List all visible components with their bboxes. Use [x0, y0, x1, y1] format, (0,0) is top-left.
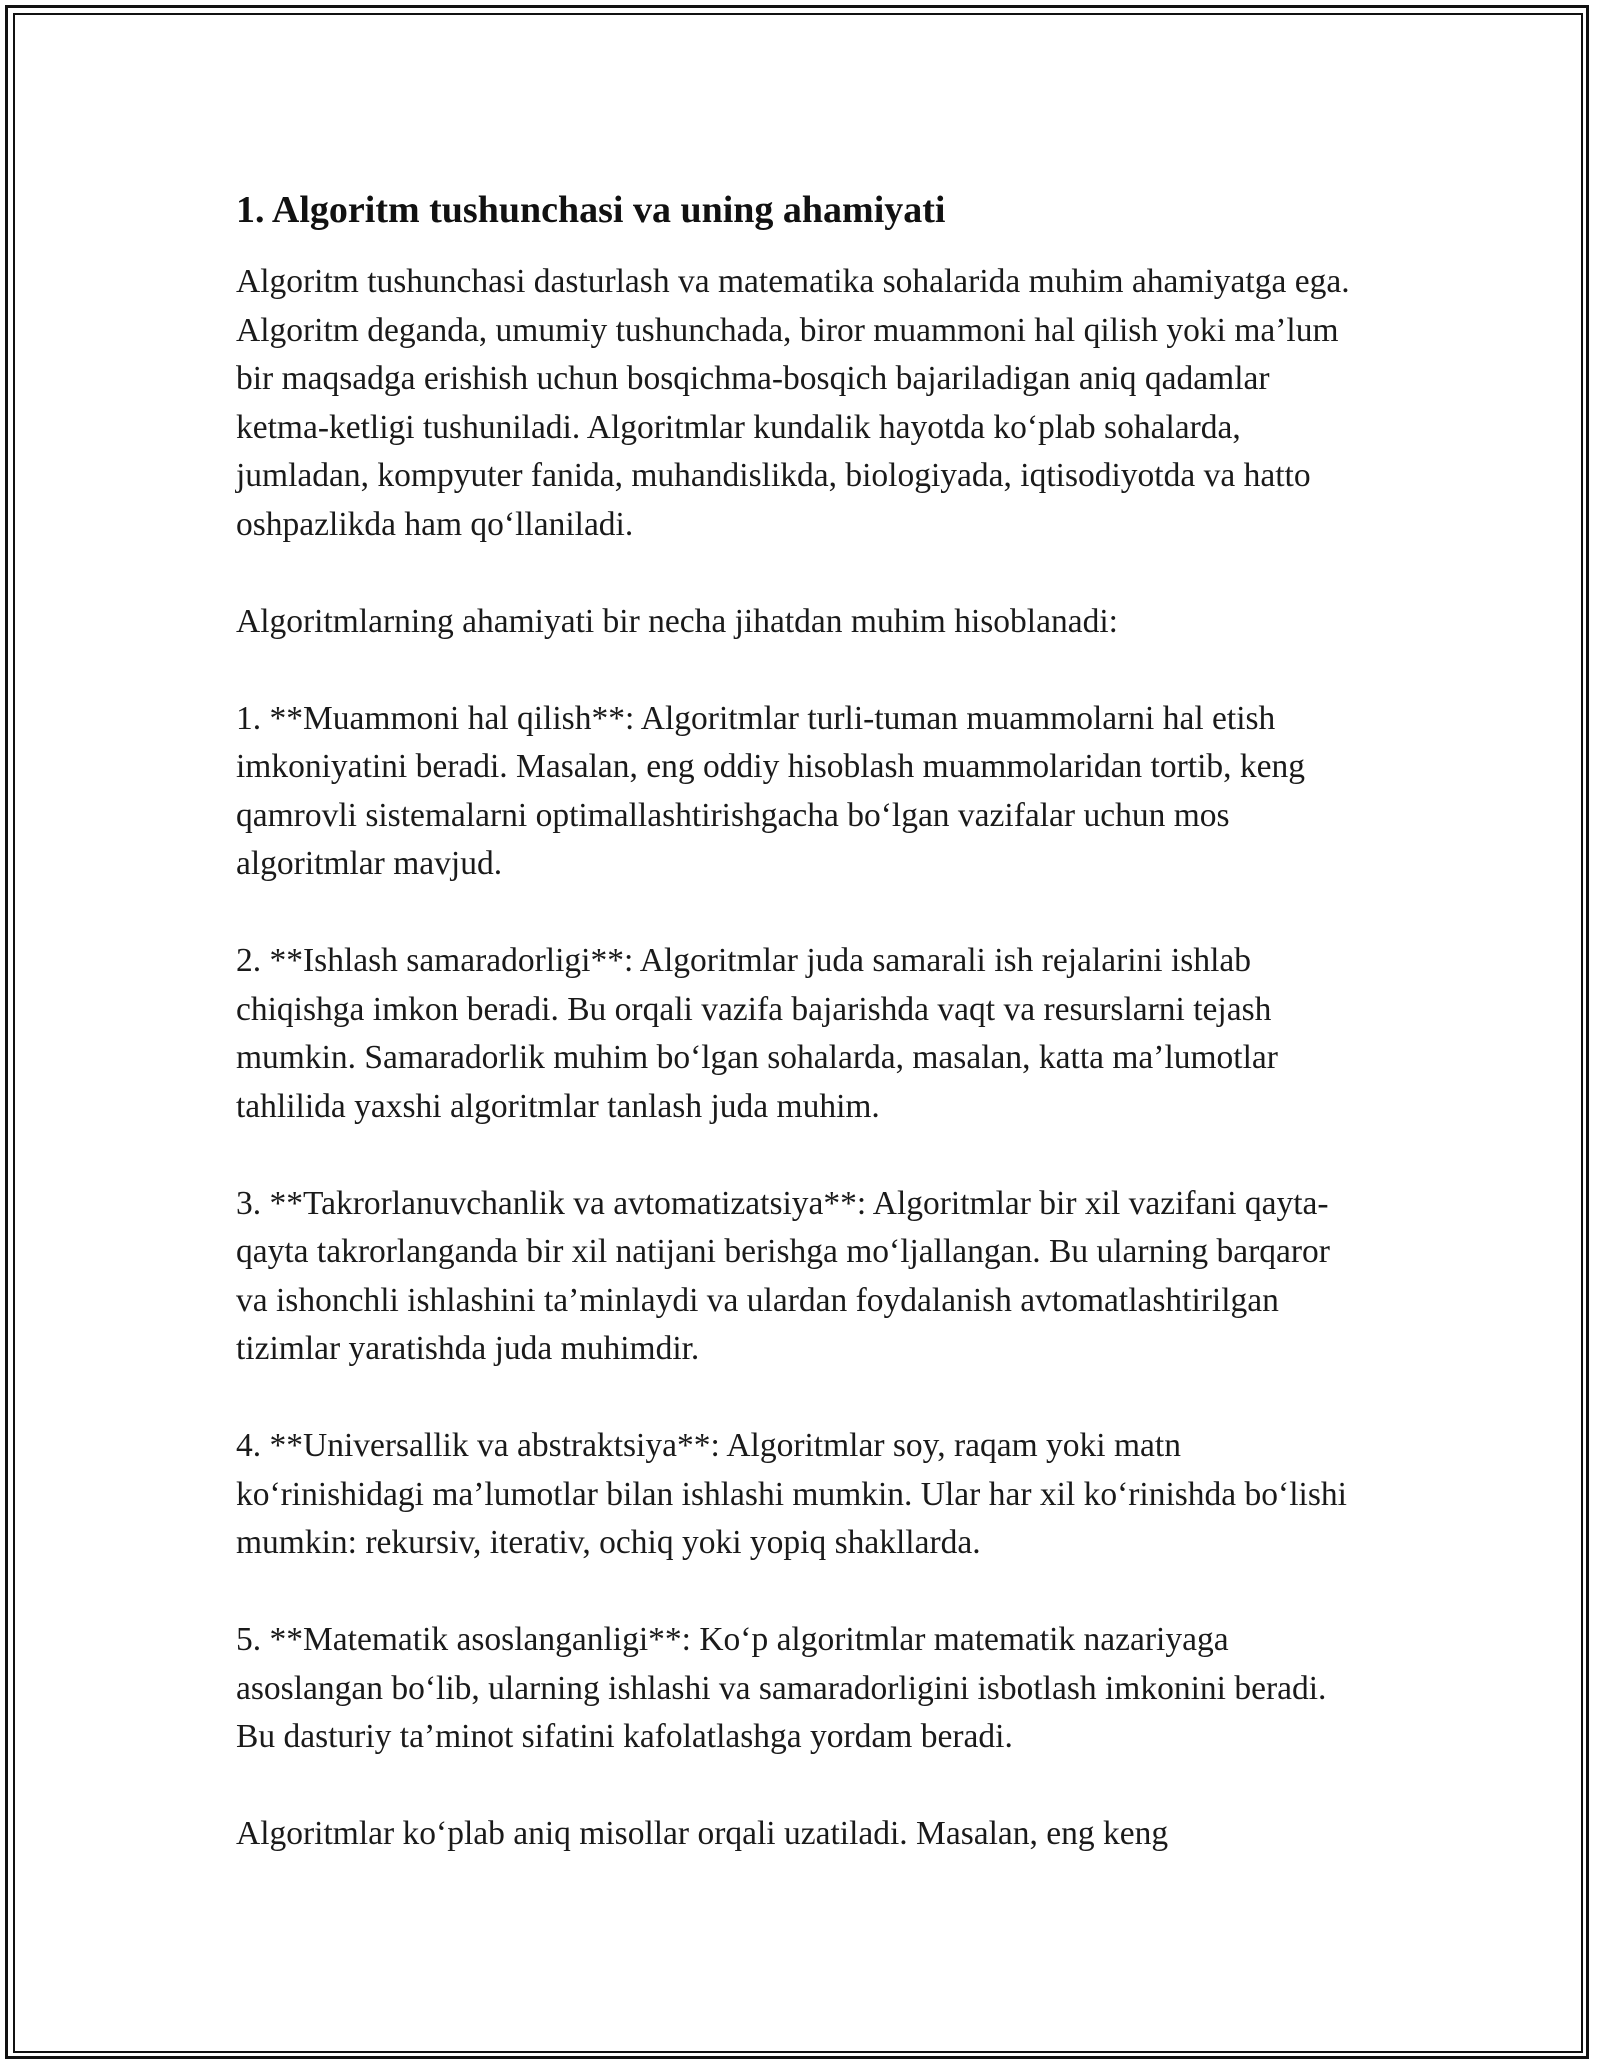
list-item-problem-solving: 1. **Muammoni hal qilish**: Algoritmlar turli-tuman muammolarni hal etish imkoniyatini beradi. Masalan, eng oddiy hisoblash muammolaridan tortib, keng qamrovli sistemalarni optimallashtirishgacha bo‘lgan vazifalar uchun mos algoritmlar mavjud. — [236, 699, 1306, 882]
document-body — [236, 186, 1356, 1859]
intro-paragraph: Algoritm tushunchasi dasturlash va matematika sohalarida muhim ahamiyatga ega. Algoritm deganda, umumiy tushunchada, biror muammoni hal qilish yoki ma’lum bir maqsadga erishish uchun bosqichma-bosqich bajariladigan aniq qadamlar ketma-ketligi tushuniladi. Algoritmlar kundalik hayotda ko‘plab sohalarda, jumladan, kompyuter fanida, muhandislikda, biologiyada, iqtisodiyotda va hatto oshpazlikda ham qo‘llaniladi. — [236, 263, 1350, 543]
importance-lead-paragraph: Algoritmlarning ahamiyati bir necha jihatdan muhim hisoblanadi: — [236, 602, 1118, 640]
list-item-repeatability: 3. **Takrorlanuvchanlik va avtomatizatsiya**: Algoritmlar bir xil vazifani qayta-qayta takrorlanganda bir xil natijani berishga mo‘ljallangan. Bu ularning barqaror va ishonchli ishlashini ta’minlaydi va ulardan foydalanish avtomatlashtirilgan tizimlar yaratishda juda muhimdir. — [236, 1184, 1330, 1367]
section-title: 1. Algoritm tushunchasi va uning ahamiyati — [236, 189, 946, 231]
closing-paragraph: Algoritmlar ko‘plab aniq misollar orqali uzatiladi. Masalan, eng keng — [236, 1815, 1169, 1852]
list-item-universality: 4. **Universallik va abstraktsiya**: Algoritmlar soy, raqam yoki matn ko‘rinishidagi ma’lumotlar bilan ishlashi mumkin. Ular har xil ko‘rinishda bo‘lishi mumkin: rekursiv, iterativ, ochiq yoki yopiq shakllarda. — [236, 1427, 1347, 1561]
list-item-efficiency: 2. **Ishlash samaradorligi**: Algoritmlar juda samarali ish rejalarini ishlab chiqishga imkon beradi. Bu orqali vazifa bajarishda vaqt va resurslarni tejash mumkin. Samaradorlik muhim bo‘lgan sohalarda, masalan, katta ma’lumotlar tahlilida yaxshi algoritmlar tanlash juda muhim. — [236, 942, 1278, 1125]
list-item-mathematical-basis: 5. **Matematik asoslanganligi**: Ko‘p algoritmlar matematik nazariyaga asoslangan bo‘lib, ularning ishlashi va samaradorligini isbotlash imkonini beradi. Bu dasturiy ta’minot sifatini kafolatlashga yordam beradi. — [236, 1621, 1327, 1755]
